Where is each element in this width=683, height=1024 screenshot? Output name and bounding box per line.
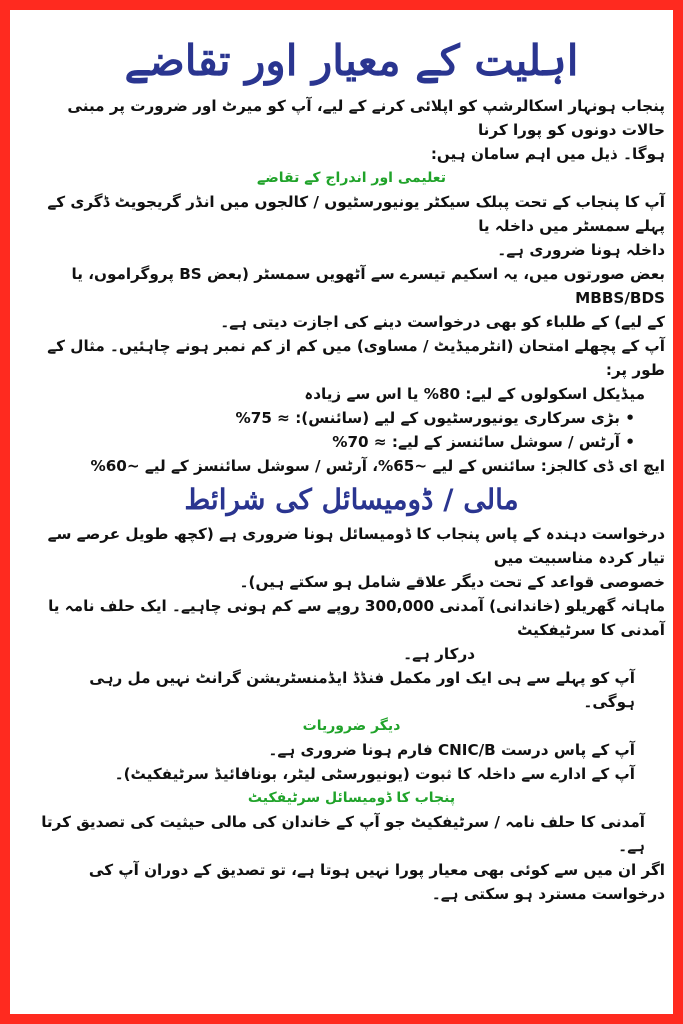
financial-para-1-line-2: خصوصی قواعد کے تحت دیگر علاقے شامل ہو سکتے ہیں)۔ xyxy=(239,573,665,591)
financial-para-2-line-2: درکار ہے۔ xyxy=(403,645,475,663)
education-para-1-line-2: داخلہ ہونا ضروری ہے۔ xyxy=(497,241,665,259)
intro-line-1: پنجاب ہونہار اسکالرشپ کو اپلائی کرنے کے لیے، آپ کو میرٹ اور ضرورت پر مبنی حالات دونوں کو پورا کرنا xyxy=(67,97,665,139)
education-para-2-line-1: بعض صورتوں میں، یہ اسکیم تیسرے سے آٹھویں سمسٹر (بعض BS پروگراموں، یا MBBS/BDS xyxy=(71,265,665,307)
education-para-2-line-2: کے لیے) کے طلباء کو بھی درخواست دینے کی اجازت دیتی ہے۔ xyxy=(220,313,665,331)
education-para-5: ایچ ای ڈی کالجز: سائنس کے لیے ~65%، آرٹس / سوشل سائنسز کے لیے ~60% xyxy=(90,457,665,475)
education-para-3: آپ کے پچھلے امتحان (انٹرمیڈیٹ / مساوی) میں کم از کم نمبر ہونے چاہئیں۔ مثال کے طور پر: xyxy=(47,337,665,379)
education-para-1-line-1: آپ کا پنجاب کے تحت پبلک سیکٹر یونیورسٹیوں / کالجوں میں انڈر گریجویٹ ڈگری کے پہلے سمسٹر میں داخلہ یا xyxy=(47,193,665,235)
section-heading-other: دیگر ضروریات xyxy=(302,718,401,734)
domicile-para-1: آمدنی کا حلف نامہ / سرٹیفکیٹ جو آپ کے خاندان کی مالی حیثیت کی تصدیق کرتا ہے۔ xyxy=(41,813,645,855)
article xyxy=(28,28,675,1018)
intro-line-2: ہوگا۔ ذیل میں اہم سامان ہیں: xyxy=(430,145,665,163)
other-para-2: آپ کے ادارے سے داخلہ کا ثبوت (یونیورسٹی لیٹر، بونافائیڈ سرٹیفکیٹ)۔ xyxy=(114,765,635,783)
section-heading-education: تعلیمی اور اندراج کے تقاضے xyxy=(257,170,446,186)
section-heading-domicile: پنجاب کا ڈومیسائل سرٹیفکیٹ xyxy=(247,790,456,806)
education-bullet-1: • بڑی سرکاری یونیورسٹیوں کے لیے (سائنس): ≈ 75% xyxy=(28,406,675,430)
financial-para-3: آپ کو پہلے سے ہی ایک اور مکمل فنڈڈ ایڈمنسٹریشن گرانٹ نہیں مل رہی ہوگی۔ xyxy=(89,669,635,711)
financial-para-2-line-1: ماہانہ گھریلو (خاندانی) آمدنی 300,000 روپے سے کم ہونی چاہیے۔ ایک حلف نامہ یا آمدنی کا سرٹیفکیٹ xyxy=(48,597,665,639)
education-bullet-2: • آرٹس / سوشل سائنسز کے لیے: ≈ 70% xyxy=(28,430,675,454)
other-para-1: آپ کے پاس درست CNIC/B فارم ہونا ضروری ہے۔ xyxy=(268,741,635,759)
page-title: اہلیت کے معیار اور تقاضے xyxy=(124,36,579,85)
education-para-4: میڈیکل اسکولوں کے لیے: 80% یا اس سے زیادہ xyxy=(304,385,645,403)
domicile-para-2: اگر ان میں سے کوئی بھی معیار پورا نہیں ہوتا ہے، تو تصدیق کے دوران آپ کی درخواست مسترد ہو سکتی ہے۔ xyxy=(88,861,665,903)
section-heading-financial: مالی / ڈومیسائل کی شرائط xyxy=(184,483,519,516)
financial-para-1-line-1: درخواست دہندہ کے پاس پنجاب کا ڈومیسائل ہونا ضروری ہے (کچھ طویل عرصے سے تیار کردہ مناسبیت میں xyxy=(47,525,665,567)
